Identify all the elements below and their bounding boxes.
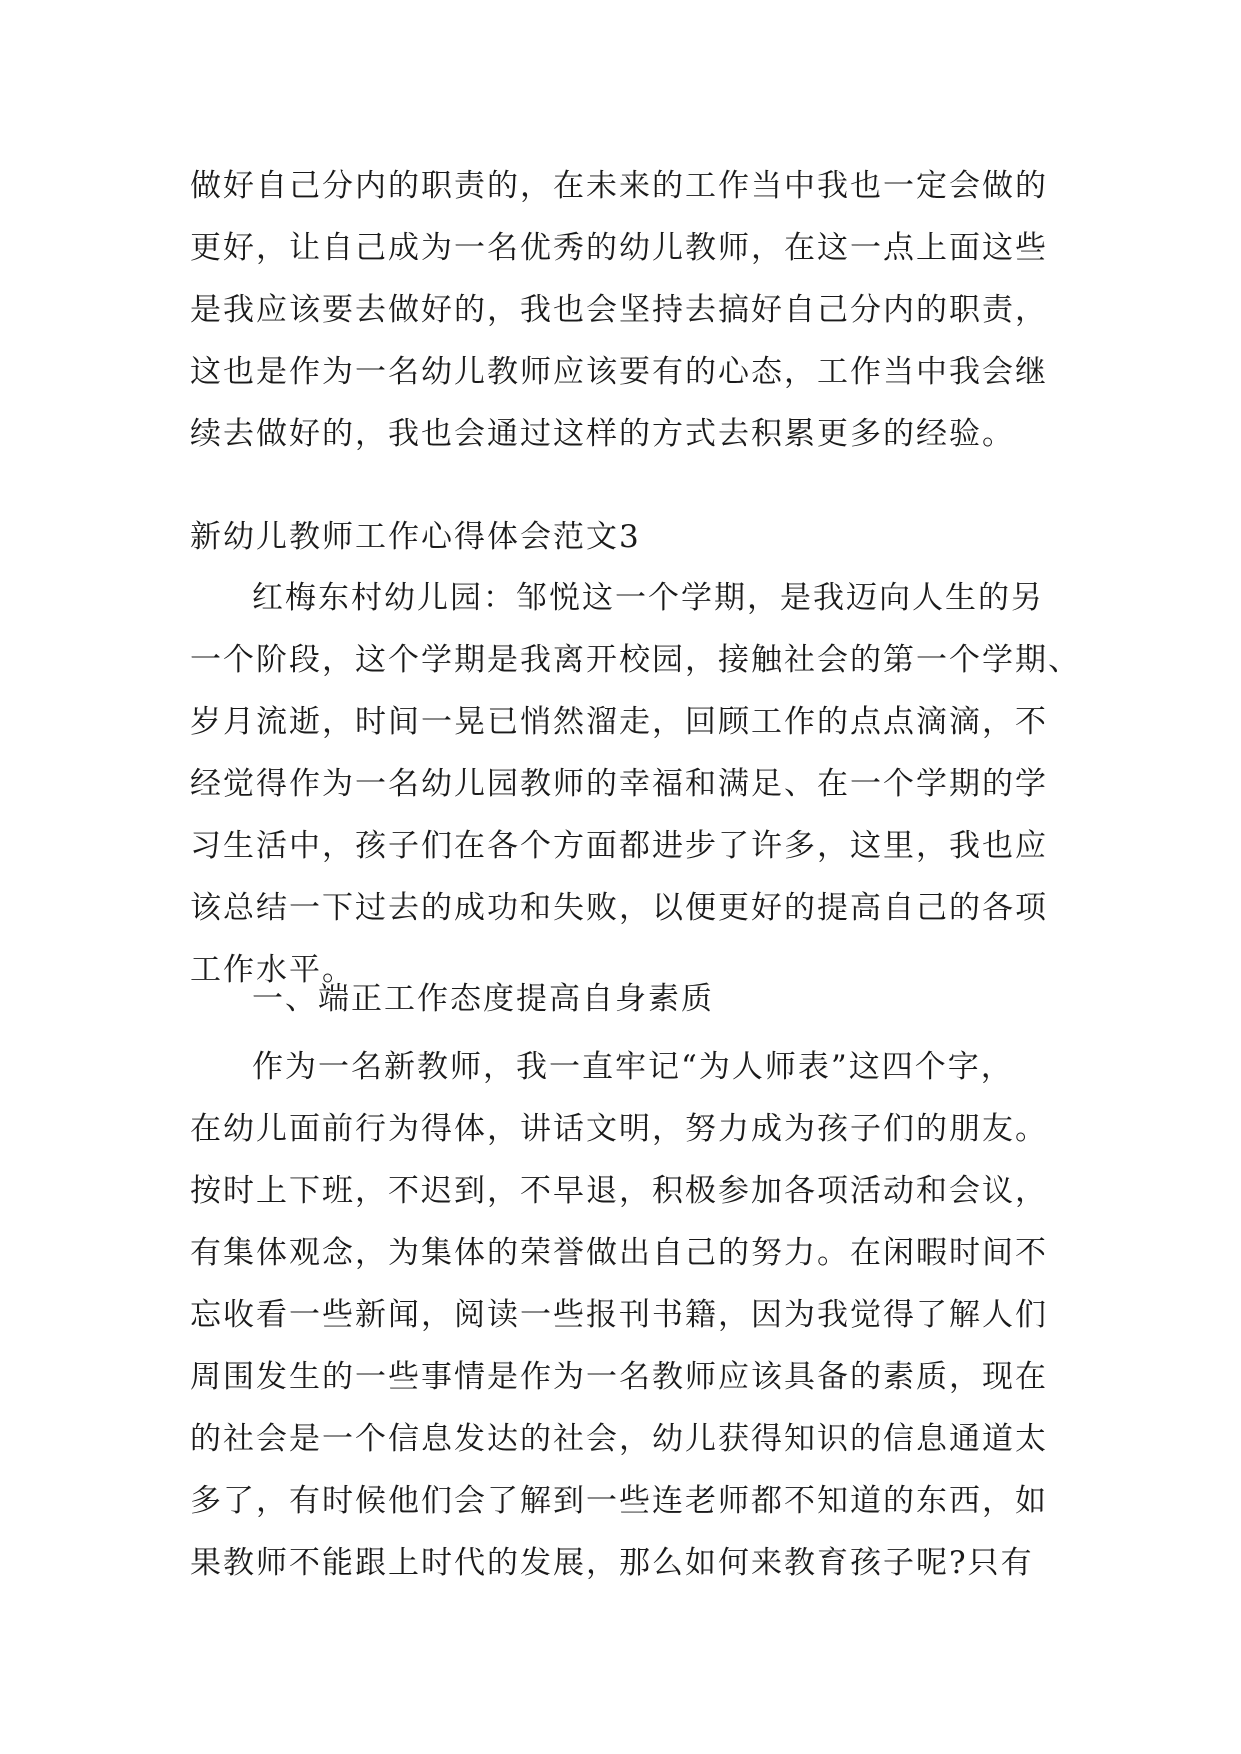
text-line: 习生活中，孩子们在各个方面都进步了许多，这里，我也应: [190, 828, 1048, 864]
text-line: 续去做好的，我也会通过这样的方式去积累更多的经验。: [190, 416, 1015, 452]
paragraph-continuation: [190, 155, 1080, 465]
text-line: 这也是作为一名幼儿教师应该要有的心态，工作当中我会继: [190, 354, 1048, 390]
text-line: 更好，让自己成为一名优秀的幼儿教师，在这一点上面这些: [190, 230, 1048, 266]
subheading-text: 一、端正工作态度提高自身素质: [252, 981, 714, 1017]
paragraph-body: [190, 1036, 1080, 1594]
text-line: 的社会是一个信息发达的社会，幼儿获得知识的信息通道太: [190, 1421, 1048, 1457]
text-line: 该总结一下过去的成功和失败，以便更好的提高自己的各项: [190, 890, 1048, 926]
subheading: [190, 968, 1080, 1030]
text-line: 红梅东村幼儿园：邹悦这一个学期，是我迈向人生的另: [252, 580, 1044, 616]
section-title-text: 新幼儿教师工作心得体会范文3: [190, 519, 641, 555]
text-line: 工作水平。: [190, 952, 355, 988]
text-line: 做好自己分内的职责的，在未来的工作当中我也一定会做的: [190, 168, 1048, 204]
text-line: 一个阶段，这个学期是我离开校园，接触社会的第一个学期、: [190, 642, 1081, 678]
text-line: 按时上下班，不迟到，不早退，积极参加各项活动和会议，: [190, 1173, 1048, 1209]
text-line: 多了，有时候他们会了解到一些连老师都不知道的东西，如: [190, 1483, 1048, 1519]
text-line: 岁月流逝，时间一晃已悄然溜走，回顾工作的点点滴滴，不: [190, 704, 1048, 740]
text-line: 作为一名新教师，我一直牢记“为人师表”这四个字，: [252, 1049, 1014, 1085]
text-line: 有集体观念，为集体的荣誉做出自己的努力。在闲暇时间不: [190, 1235, 1048, 1271]
text-line: 经觉得作为一名幼儿园教师的幸福和满足、在一个学期的学: [190, 766, 1048, 802]
text-line: 是我应该要去做好的，我也会坚持去搞好自己分内的职责，: [190, 292, 1048, 328]
text-line: 果教师不能跟上时代的发展，那么如何来教育孩子呢?只有: [190, 1545, 1034, 1581]
paragraph-intro: [190, 567, 1080, 1001]
text-line: 周围发生的一些事情是作为一名教师应该具备的素质，现在: [190, 1359, 1048, 1395]
section-title: [190, 506, 1080, 568]
text-line: 在幼儿面前行为得体，讲话文明，努力成为孩子们的朋友。: [190, 1111, 1048, 1147]
text-line: 忘收看一些新闻，阅读一些报刊书籍，因为我觉得了解人们: [190, 1297, 1048, 1333]
